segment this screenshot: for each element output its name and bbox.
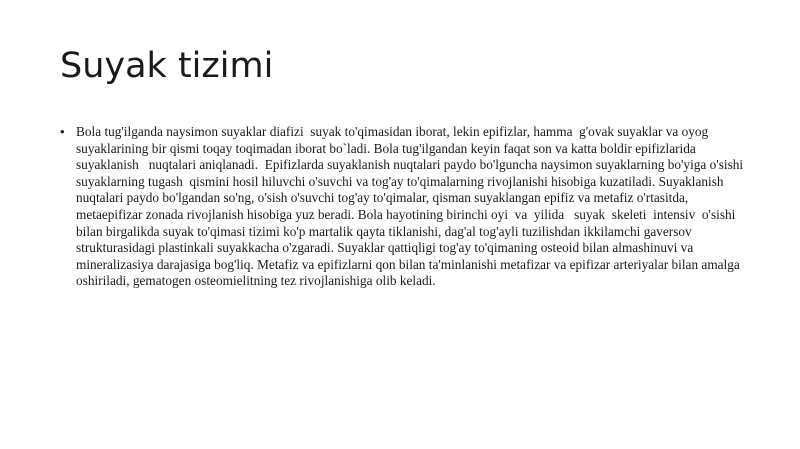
bullet-list: [60, 124, 750, 290]
bullet-item: [60, 124, 750, 290]
slide-title: Suyak tizimi: [60, 46, 274, 86]
bullet-marker: •: [60, 124, 65, 139]
bullet-text: Bola tug'ilganda naysimon suyaklar diafizi suyak to'qimasidan iborat, lekin epifizlar, hamma g'ovak suyaklar va oyog suyaklarining bir qismi toqay toqimadan iborat bo`ladi. Bola tug'ilgandan keyin faqat son va katta boldir epifizlarida suyaklanish nuqtalari aniqlanadi. Epifizlarda suyaklanish nuqtalari paydo bo'lguncha naysimon suyaklarning bo'yiga o'sishi suyaklarning tugash qismini hosil hiluvchi o'suvchi va tog'ay to'qimalarning rivojlanishi hisobiga kuzatiladi. Suyaklanish nuqtalari paydo bo'lgandan so'ng, o'sish o'suvchi tog'ay to'qimalar, qisman suyaklangan epifiz va metafiz o'rtasitda, metaepifizar zonada rivojlanish hisobiga yuz beradi. Bola hayotining birinchi oyi va yilida suyak skeleti intensiv o'sishi bilan birgalikda suyak to'qimasi tizimi ko'p martalik qayta tiklanishi, dag'al tog'ayli tuzilishdan ikkilamchi gaversov strukturasidagi plastinkali suyakkacha o'zgaradi. Suyaklar qattiqligi tog'ay to'qimaning osteoid bilan almashinuvi va mineralizasiya darajasiga bog'liq. Metafiz va epifizlarni qon bilan ta'minlanishi metafizar va epifizar arteriyalar bilan amalga oshiriladi, gematogen osteomielitning tez rivojlanishiga olib keladi.: [76, 124, 747, 289]
